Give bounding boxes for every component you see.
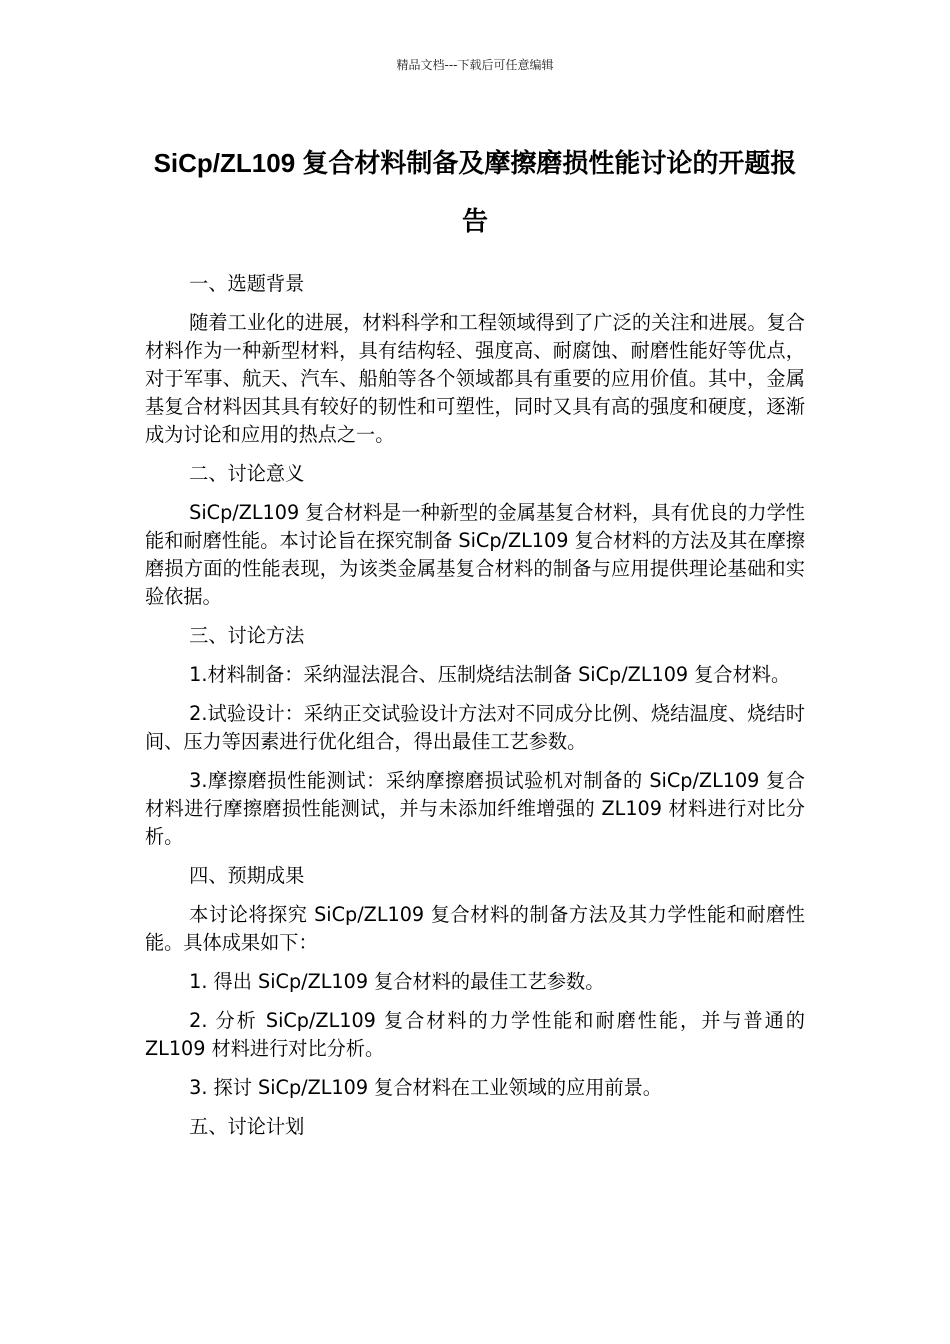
document-body — [145, 270, 805, 1152]
section-heading-background: 一、选题背景 — [189, 272, 305, 295]
methods-item-material-preparation: 1.材料制备：采纳湿法混合、压制烧结法制备 SiCp/ZL109 复合材料。 — [189, 663, 791, 686]
outcomes-item-performance-analysis: 2. 分析 SiCp/ZL109 复合材料的力学性能和耐磨性能，并与普通的 ZL109 材料进行对比分析。 — [145, 1009, 805, 1060]
section-heading-significance: 二、讨论意义 — [189, 462, 305, 485]
section-heading-outcomes: 四、预期成果 — [189, 864, 305, 887]
paragraph-significance: SiCp/ZL109 复合材料是一种新型的金属基复合材料，具有优良的力学性能和耐磨性能。本讨论旨在探究制备 SiCp/ZL109 复合材料的方法及其在摩擦磨损方面的性能表现，为该类金属基复合材料的制备与应用提供理论基础和实验依据。 — [145, 501, 805, 608]
methods-item-experiment-design: 2.试验设计：采纳正交试验设计方法对不同成分比例、烧结温度、烧结时间、压力等因素进行优化组合，得出最佳工艺参数。 — [145, 702, 805, 753]
header-note: 精品文档---下载后可任意编辑 — [396, 58, 554, 72]
document-title: SiCp/ZL109 复合材料制备及摩擦磨损性能讨论的开题报告 — [153, 148, 797, 236]
paragraph-outcomes-intro: 本讨论将探究 SiCp/ZL109 复合材料的制备方法及其力学性能和耐磨性能。具体成果如下： — [145, 903, 805, 954]
paragraph-background: 随着工业化的进展，材料科学和工程领域得到了广泛的关注和进展。复合材料作为一种新型材料，具有结构轻、强度高、耐腐蚀、耐磨性能好等优点，对于军事、航天、汽车、船舶等各个领域都具有重要的应用价值。其中，金属基复合材料因其具有较好的韧性和可塑性，同时又具有高的强度和硬度，逐渐成为讨论和应用的热点之一。 — [145, 311, 805, 446]
outcomes-item-process-parameters: 1. 得出 SiCp/ZL109 复合材料的最佳工艺参数。 — [189, 970, 605, 993]
methods-item-wear-testing: 3.摩擦磨损性能测试：采纳摩擦磨损试验机对制备的 SiCp/ZL109 复合材料进行摩擦磨损性能测试，并与未添加纤维增强的 ZL109 材料进行对比分析。 — [145, 769, 805, 848]
section-heading-plan: 五、讨论计划 — [189, 1115, 305, 1138]
section-heading-methods: 三、讨论方法 — [189, 624, 305, 647]
outcomes-item-application-prospects: 3. 探讨 SiCp/ZL109 复合材料在工业领域的应用前景。 — [189, 1076, 662, 1099]
